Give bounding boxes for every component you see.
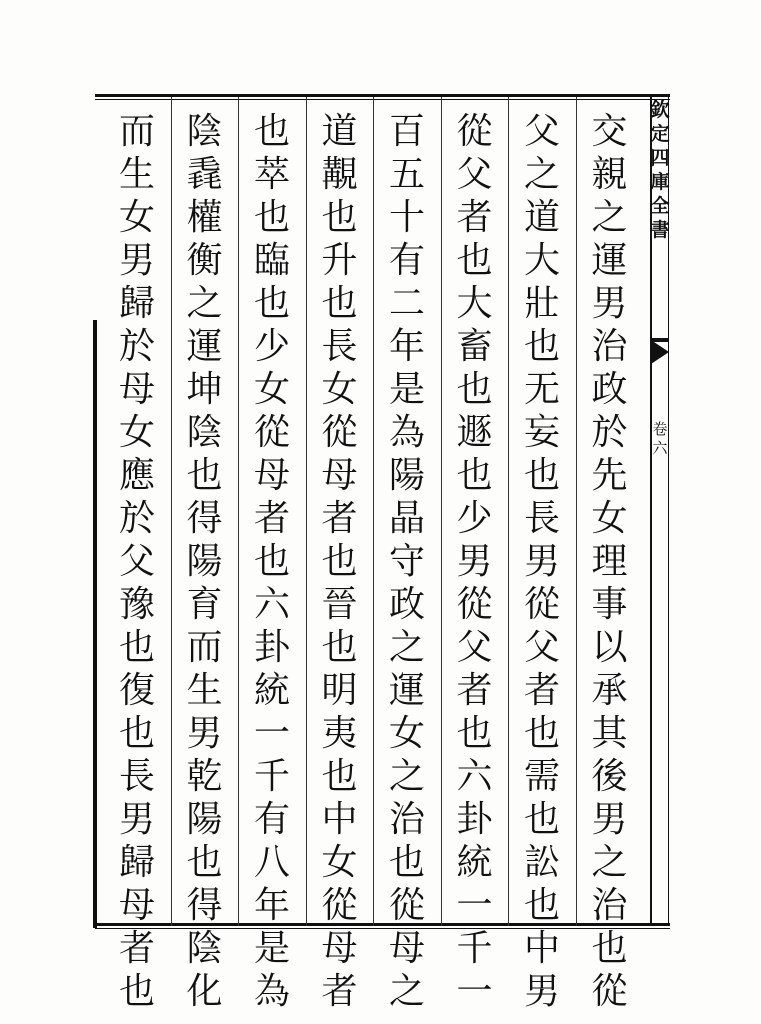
text-char: 者 [321, 498, 358, 539]
text-char: 也 [591, 928, 628, 969]
text-column-7 [175, 110, 235, 1012]
text-char: 其 [591, 713, 628, 754]
text-char: 少 [456, 498, 493, 539]
text-char: 歸 [118, 842, 155, 883]
text-char: 无 [523, 369, 560, 410]
text-char: 之 [523, 154, 560, 195]
text-char: 坤 [186, 369, 223, 410]
text-column-4 [377, 110, 437, 1012]
text-char: 歸 [118, 283, 155, 324]
text-char: 者 [253, 498, 290, 539]
text-char: 男 [591, 799, 628, 840]
text-char: 守 [388, 541, 425, 582]
frame-top-rule-inner [95, 99, 670, 100]
text-char: 女 [118, 412, 155, 453]
text-char: 也 [321, 283, 358, 324]
text-char: 需 [523, 756, 560, 797]
text-char: 父 [456, 154, 493, 195]
column-divider [576, 97, 577, 926]
text-char: 也 [321, 541, 358, 582]
text-char: 母 [321, 928, 358, 969]
text-char: 也 [456, 240, 493, 281]
text-char: 女 [591, 498, 628, 539]
text-char: 母 [388, 928, 425, 969]
text-char: 也 [388, 842, 425, 883]
text-char: 臨 [253, 240, 290, 281]
text-char: 百 [388, 111, 425, 152]
text-char: 中 [523, 928, 560, 969]
text-char: 也 [186, 455, 223, 496]
text-char: 後 [591, 756, 628, 797]
text-char: 母 [253, 455, 290, 496]
text-column-6 [242, 110, 302, 1012]
text-char: 之 [388, 756, 425, 797]
text-char: 也 [523, 713, 560, 754]
text-char: 之 [591, 842, 628, 883]
text-char: 陽 [186, 799, 223, 840]
text-char: 治 [388, 799, 425, 840]
text-char: 卦 [253, 627, 290, 668]
text-char: 也 [321, 756, 358, 797]
text-char: 男 [118, 799, 155, 840]
text-char: 之 [186, 283, 223, 324]
text-char: 十 [388, 197, 425, 238]
text-char: 之 [388, 971, 425, 1012]
text-char: 者 [456, 670, 493, 711]
text-char: 應 [118, 455, 155, 496]
text-char: 政 [591, 369, 628, 410]
text-char: 男 [591, 283, 628, 324]
text-char: 復 [118, 670, 155, 711]
text-char: 父 [523, 111, 560, 152]
frame-left-rule [93, 320, 97, 928]
text-char: 也 [253, 111, 290, 152]
text-char: 也 [118, 971, 155, 1012]
text-char: 母 [118, 369, 155, 410]
text-char: 毳 [186, 154, 223, 195]
text-char: 也 [253, 541, 290, 582]
juan-char: 六 [652, 439, 668, 457]
margin-title [650, 98, 670, 338]
text-char: 之 [591, 197, 628, 238]
text-char: 得 [186, 885, 223, 926]
margin-title-char: 定 [650, 123, 670, 145]
text-char: 理 [591, 541, 628, 582]
text-char: 一 [456, 885, 493, 926]
text-char: 於 [591, 412, 628, 453]
text-char: 治 [591, 326, 628, 367]
text-char: 於 [118, 498, 155, 539]
text-char: 六 [253, 584, 290, 625]
text-char: 升 [321, 240, 358, 281]
text-char: 權 [186, 197, 223, 238]
margin-title-char: 全 [650, 195, 670, 217]
text-char: 從 [321, 885, 358, 926]
text-char: 從 [591, 971, 628, 1012]
text-char: 交 [591, 111, 628, 152]
text-char: 從 [523, 584, 560, 625]
text-char: 明 [321, 670, 358, 711]
text-char: 也 [523, 455, 560, 496]
text-char: 得 [186, 498, 223, 539]
text-char: 年 [253, 885, 290, 926]
text-char: 長 [523, 498, 560, 539]
text-char: 也 [321, 627, 358, 668]
text-char: 母 [321, 455, 358, 496]
text-char: 統 [253, 670, 290, 711]
text-char: 一 [456, 971, 493, 1012]
text-char: 六 [456, 756, 493, 797]
text-char: 千 [253, 756, 290, 797]
text-char: 也 [456, 369, 493, 410]
text-char: 千 [456, 928, 493, 969]
text-char: 也 [523, 326, 560, 367]
text-char: 化 [186, 971, 223, 1012]
text-char: 遯 [456, 412, 493, 453]
text-char: 父 [118, 541, 155, 582]
text-char: 事 [591, 584, 628, 625]
text-char: 也 [321, 197, 358, 238]
text-char: 衡 [186, 240, 223, 281]
text-char: 生 [118, 154, 155, 195]
text-char: 有 [388, 240, 425, 281]
text-char: 生 [186, 670, 223, 711]
text-char: 男 [456, 541, 493, 582]
text-char: 二 [388, 283, 425, 324]
text-char: 父 [523, 627, 560, 668]
fish-tail-mark [651, 340, 669, 364]
text-char: 也 [186, 842, 223, 883]
column-divider [373, 97, 374, 926]
text-char: 者 [321, 971, 358, 1012]
text-char: 育 [186, 584, 223, 625]
text-char: 妄 [523, 412, 560, 453]
text-char: 政 [388, 584, 425, 625]
text-char: 先 [591, 455, 628, 496]
text-char: 也 [253, 283, 290, 324]
text-char: 者 [523, 670, 560, 711]
text-char: 五 [388, 154, 425, 195]
column-divider [306, 97, 307, 926]
text-char: 八 [253, 842, 290, 883]
text-char: 男 [523, 541, 560, 582]
text-char: 之 [388, 627, 425, 668]
text-char: 長 [321, 326, 358, 367]
text-char: 年 [388, 326, 425, 367]
text-char: 壯 [523, 283, 560, 324]
text-char: 陽 [186, 541, 223, 582]
text-char: 者 [118, 928, 155, 969]
text-column-2 [512, 110, 572, 1012]
text-char: 女 [388, 713, 425, 754]
column-divider [171, 97, 172, 926]
text-char: 運 [186, 326, 223, 367]
text-column-8 [107, 110, 167, 1012]
text-char: 是 [388, 369, 425, 410]
margin-title-char: 庫 [650, 171, 670, 193]
text-char: 也 [523, 799, 560, 840]
text-char: 女 [321, 842, 358, 883]
text-char: 畜 [456, 326, 493, 367]
text-char: 訟 [523, 842, 560, 883]
column-divider [238, 97, 239, 926]
text-char: 為 [388, 412, 425, 453]
text-char: 乾 [186, 756, 223, 797]
text-char: 從 [388, 885, 425, 926]
text-char: 陰 [186, 412, 223, 453]
juan-label [651, 420, 669, 458]
text-char: 從 [456, 584, 493, 625]
text-char: 而 [118, 111, 155, 152]
text-char: 豫 [118, 584, 155, 625]
margin-title-char: 四 [650, 147, 670, 169]
text-char: 晉 [321, 584, 358, 625]
text-char: 萃 [253, 154, 290, 195]
text-char: 運 [388, 670, 425, 711]
text-char: 從 [456, 111, 493, 152]
text-char: 晶 [388, 498, 425, 539]
text-char: 治 [591, 885, 628, 926]
text-char: 也 [456, 713, 493, 754]
text-char: 有 [253, 799, 290, 840]
text-char: 統 [456, 842, 493, 883]
text-char: 男 [186, 713, 223, 754]
text-char: 女 [118, 197, 155, 238]
text-column-5 [310, 110, 370, 1012]
text-char: 親 [591, 154, 628, 195]
frame-top-rule [95, 94, 670, 97]
text-char: 是 [253, 928, 290, 969]
text-char: 以 [591, 627, 628, 668]
text-char: 陰 [186, 928, 223, 969]
margin-title-char: 書 [650, 219, 670, 241]
text-char: 運 [591, 240, 628, 281]
text-char: 大 [523, 240, 560, 281]
text-char: 大 [456, 283, 493, 324]
text-char: 少 [253, 326, 290, 367]
text-char: 也 [456, 455, 493, 496]
text-char: 從 [321, 412, 358, 453]
text-char: 男 [118, 240, 155, 281]
juan-char: 卷 [652, 420, 668, 438]
text-char: 父 [456, 627, 493, 668]
text-char: 長 [118, 756, 155, 797]
text-char: 者 [456, 197, 493, 238]
text-char: 從 [253, 412, 290, 453]
text-char: 為 [253, 971, 290, 1012]
text-char: 也 [118, 627, 155, 668]
text-char: 也 [523, 885, 560, 926]
text-char: 陰 [186, 111, 223, 152]
column-divider [508, 97, 509, 926]
text-char: 於 [118, 326, 155, 367]
text-char: 男 [523, 971, 560, 1012]
text-char: 而 [186, 627, 223, 668]
text-column-1 [580, 110, 640, 1012]
text-char: 也 [253, 197, 290, 238]
text-char: 道 [523, 197, 560, 238]
text-char: 陽 [388, 455, 425, 496]
text-char: 女 [253, 369, 290, 410]
text-char: 也 [118, 713, 155, 754]
text-char: 一 [253, 713, 290, 754]
margin-title-char: 欽 [650, 99, 670, 121]
text-char: 道 [321, 111, 358, 152]
text-char: 承 [591, 670, 628, 711]
text-char: 夷 [321, 713, 358, 754]
text-char: 中 [321, 799, 358, 840]
text-char: 母 [118, 885, 155, 926]
column-divider [441, 97, 442, 926]
text-char: 女 [321, 369, 358, 410]
text-column-3 [445, 110, 505, 1012]
text-char: 覯 [321, 154, 358, 195]
text-char: 卦 [456, 799, 493, 840]
